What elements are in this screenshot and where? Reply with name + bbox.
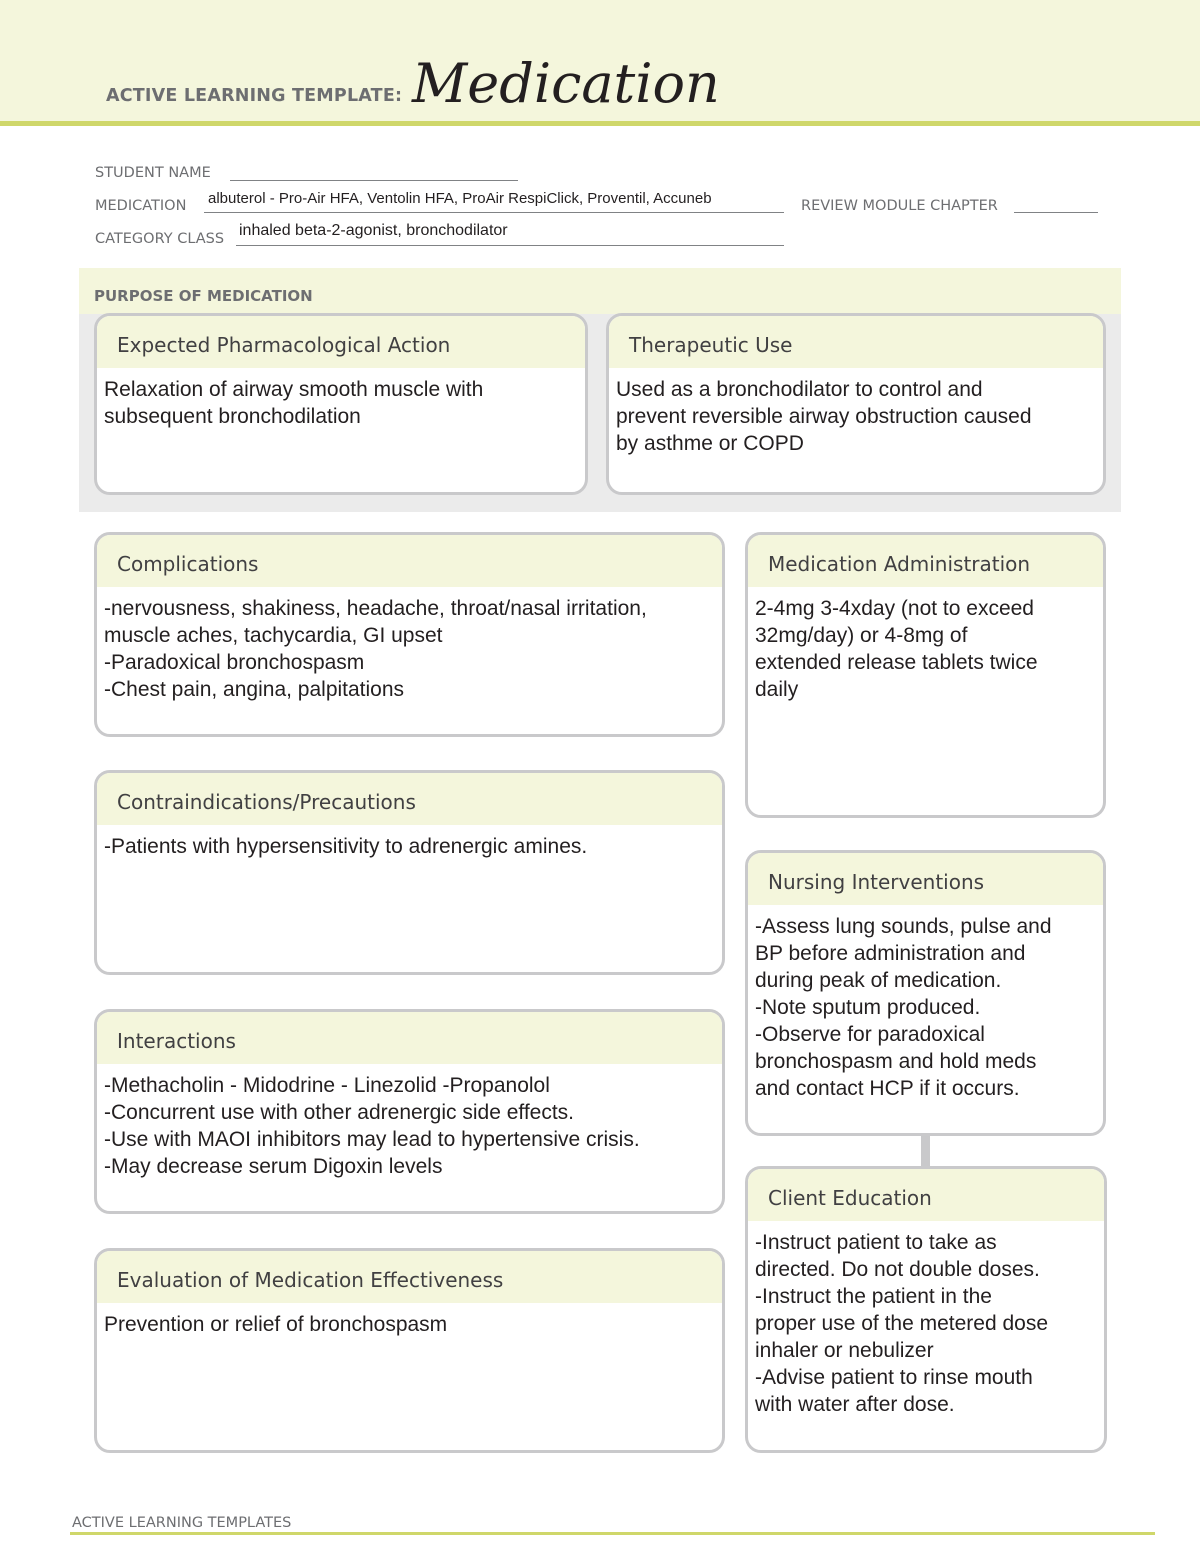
- evaluation-card: [94, 1248, 725, 1453]
- evaluation-body[interactable]: Prevention or relief of bronchospasm: [104, 1313, 448, 1336]
- evaluation-title: Evaluation of Medication Effectiveness: [97, 1251, 722, 1303]
- nursing-interventions-title: Nursing Interventions: [748, 853, 1103, 905]
- review-module-field[interactable]: [1014, 212, 1098, 213]
- medication-administration-title: Medication Administration: [748, 535, 1103, 587]
- purpose-label: PURPOSE OF MEDICATION: [94, 287, 313, 305]
- page-title: Medication: [412, 52, 720, 115]
- complications-body[interactable]: -nervousness, shakiness, headache, throat/nasal irritation, muscle aches, tachycardia, GI upset -Paradoxical bronchospasm -Chest pain, angina, palpitations: [104, 597, 647, 701]
- therapeutic-use-body[interactable]: Used as a bronchodilator to control and prevent reversible airway obstruction caused by asthme or COPD: [616, 378, 1032, 455]
- category-class-field[interactable]: [236, 245, 784, 246]
- medication-administration-body[interactable]: 2-4mg 3-4xday (not to exceed 32mg/day) or 4-8mg of extended release tablets twice daily: [755, 597, 1038, 701]
- template-label: ACTIVE LEARNING TEMPLATE:: [106, 86, 403, 106]
- interactions-title: Interactions: [97, 1012, 722, 1064]
- complications-title: Complications: [97, 535, 722, 587]
- nursing-interventions-body[interactable]: -Assess lung sounds, pulse and BP before administration and during peak of medication. -Note sputum produced. -Observe for paradoxical bronchospasm and hold meds and contact HCP if it occurs.: [755, 915, 1052, 1100]
- review-module-label: REVIEW MODULE CHAPTER: [801, 198, 998, 214]
- student-name-field[interactable]: [230, 180, 518, 181]
- contraindications-card: [94, 770, 725, 975]
- header-rule: [0, 121, 1200, 126]
- interactions-body[interactable]: -Methacholin - Midodrine - Linezolid -Propanolol -Concurrent use with other adrenergic side effects. -Use with MAOI inhibitors may lead to hypertensive crisis. -May decrease serum Digoxin levels: [104, 1074, 640, 1178]
- client-education-title: Client Education: [748, 1169, 1104, 1221]
- medication-field[interactable]: [204, 212, 784, 213]
- footer-label: ACTIVE LEARNING TEMPLATES: [72, 1515, 292, 1531]
- student-name-label: STUDENT NAME: [95, 165, 211, 181]
- therapeutic-use-title: Therapeutic Use: [609, 316, 1103, 368]
- expected-action-title: Expected Pharmacological Action: [97, 316, 585, 368]
- client-education-card: [745, 1166, 1107, 1453]
- complications-card: [94, 532, 725, 737]
- therapeutic-use-card: [606, 313, 1106, 495]
- interactions-card: [94, 1009, 725, 1214]
- contraindications-title: Contraindications/Precautions: [97, 773, 722, 825]
- contraindications-body[interactable]: -Patients with hypersensitivity to adrenergic amines.: [104, 835, 588, 858]
- medication-label: MEDICATION: [95, 198, 187, 214]
- connector-bar: [921, 1134, 930, 1166]
- expected-action-body[interactable]: Relaxation of airway smooth muscle with subsequent bronchodilation: [104, 378, 484, 428]
- client-education-body[interactable]: -Instruct patient to take as directed. Do not double doses. -Instruct the patient in the proper use of the metered dose inhaler or nebulizer -Advise patient to rinse mouth with water after dose.: [755, 1231, 1049, 1416]
- category-class-label: CATEGORY CLASS: [95, 231, 225, 247]
- expected-action-card: [94, 313, 588, 495]
- medication-administration-card: [745, 532, 1106, 818]
- nursing-interventions-card: [745, 850, 1106, 1136]
- medication-value: albuterol - Pro-Air HFA, Ventolin HFA, ProAir RespiClick, Proventil, Accuneb: [208, 190, 712, 207]
- category-class-value: inhaled beta-2-agonist, bronchodilator: [239, 222, 508, 239]
- footer-rule: [70, 1532, 1155, 1535]
